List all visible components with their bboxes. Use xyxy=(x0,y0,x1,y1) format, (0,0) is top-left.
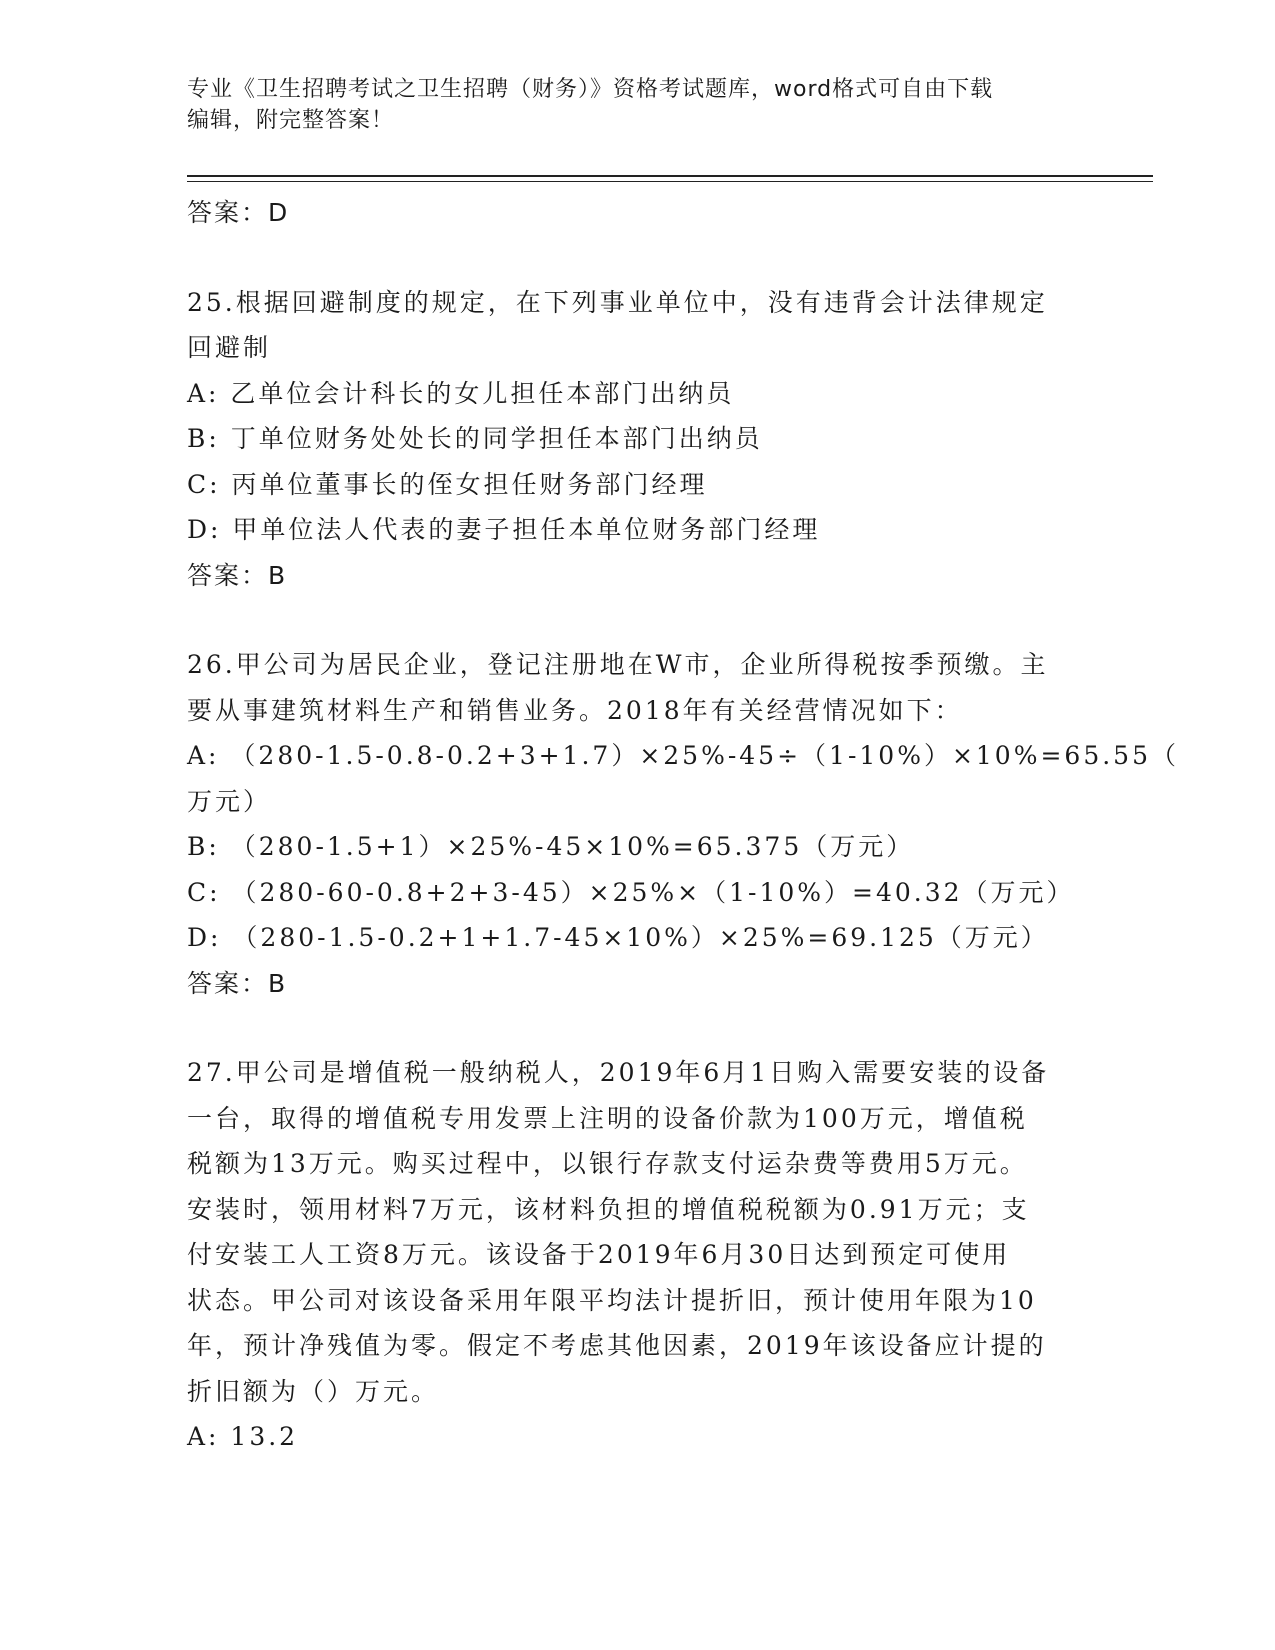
q25-option-b: B: 丁单位财务处处长的同学担任本部门出纳员 xyxy=(187,424,763,453)
q27-stem-line: 年，预计净残值为零。假定不考虑其他因素，2019年该设备应计提的 xyxy=(187,1331,1047,1360)
q26-option-d: D: （280-1.5-0.2+1+1.7-45×10%）×25%=69.125（万元） xyxy=(187,923,1049,952)
q26-answer: 答案：B xyxy=(187,968,288,998)
q26-stem-line-1: 26.甲公司为居民企业，登记注册地在W市，企业所得税按季预缴。主 xyxy=(187,650,1049,679)
q27-stem-line: 付安装工人工资8万元。该设备于2019年6月30日达到预定可使用 xyxy=(187,1240,1011,1269)
q25-stem-line-1: 25.根据回避制度的规定，在下列事业单位中，没有违背会计法律规定 xyxy=(187,287,1048,317)
header-line-2: 编辑，附完整答案！ xyxy=(187,108,395,133)
spacer xyxy=(187,1006,1087,1050)
q25-stem-line-2: 回避制 xyxy=(187,333,272,362)
q26-option-a-line-1: A: （280-1.5-0.8-0.2+3+1.7）×25%-45÷（1-10%）×10%=65.55（ xyxy=(187,741,1179,770)
document-header xyxy=(187,74,1067,136)
q27-stem-line: 税额为13万元。购买过程中，以银行存款支付运杂费等费用5万元。 xyxy=(187,1149,1028,1178)
q26-option-b: B: （280-1.5+1）×25%-45×10%=65.375（万元） xyxy=(187,832,915,861)
q25-option-a: A: 乙单位会计科长的女儿担任本部门出纳员 xyxy=(187,378,735,408)
spacer xyxy=(187,236,1087,280)
q25-option-d: D: 甲单位法人代表的妻子担任本单位财务部门经理 xyxy=(187,515,821,544)
question-27 xyxy=(187,1050,1087,1460)
q27-stem-line: 折旧额为（）万元。 xyxy=(187,1376,440,1406)
q26-option-c: C: （280-60-0.8+2+3-45）×25%×（1-10%）=40.32（万元） xyxy=(187,877,1075,907)
q26-stem-line-2: 要从事建筑材料生产和销售业务。2018年有关经营情况如下： xyxy=(187,695,963,725)
q27-stem-line: 一台，取得的增值税专用发票上注明的设备价款为100万元，增值税 xyxy=(187,1103,1028,1133)
q27-stem-line: 27.甲公司是增值税一般纳税人，2019年6月1日购入需要安装的设备 xyxy=(187,1058,1050,1087)
q27-option-a: A: 13.2 xyxy=(187,1422,299,1451)
header-divider-thick xyxy=(187,175,1153,177)
question-25 xyxy=(187,280,1087,599)
q25-answer: 答案：B xyxy=(187,560,288,590)
answer-prev-question: 答案：D xyxy=(187,198,290,227)
q26-option-a-line-2: 万元） xyxy=(187,786,272,816)
q27-stem-line: 安装时，领用材料7万元，该材料负担的增值税税额为0.91万元；支 xyxy=(187,1194,1030,1224)
question-26 xyxy=(187,642,1179,1006)
document-body xyxy=(187,190,1179,1460)
q27-stem-line: 状态。甲公司对该设备采用年限平均法计提折旧，预计使用年限为10 xyxy=(187,1285,1037,1315)
header-divider-thin xyxy=(187,181,1153,182)
header-line-1: 专业《卫生招聘考试之卫生招聘（财务）》资格考试题库，word格式可自由下载 xyxy=(187,77,994,102)
spacer xyxy=(187,598,1087,642)
q25-option-c: C: 丙单位董事长的侄女担任财务部门经理 xyxy=(187,469,708,499)
